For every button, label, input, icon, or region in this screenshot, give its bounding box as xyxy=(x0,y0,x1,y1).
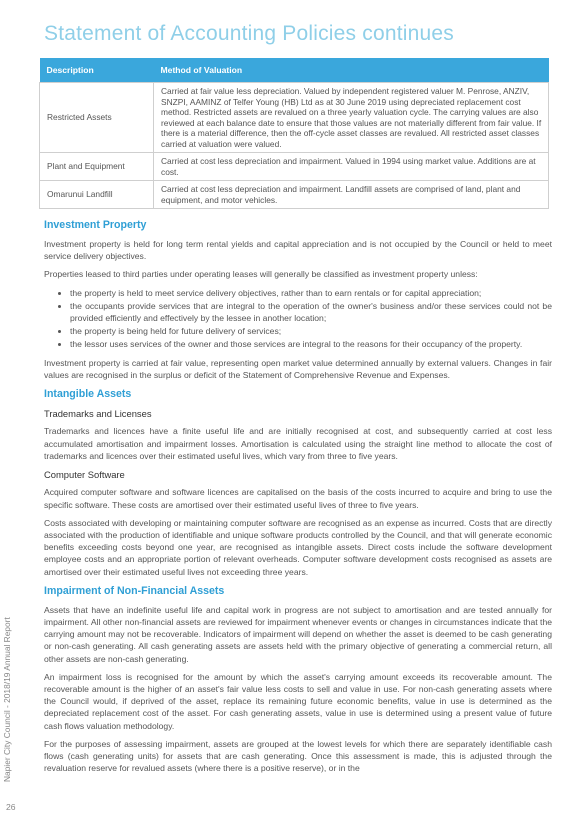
table-row xyxy=(40,153,549,181)
list-item: • the lessor uses services of the owner and those services are integral to the reasons for their occupancy of the property. xyxy=(70,338,552,350)
section-investment-property xyxy=(44,218,552,381)
cell-method: Carried at cost less depreciation and impairment. Valued in 1994 using market value. Additions are at cost. xyxy=(154,153,549,181)
table-row xyxy=(40,83,549,153)
column-header-description: Description xyxy=(40,58,154,83)
table-row xyxy=(40,181,549,209)
section-heading: Investment Property xyxy=(44,219,147,231)
column-header-method: Method of Valuation xyxy=(154,58,549,83)
subsection-heading: Trademarks and Licenses xyxy=(44,408,152,420)
list-item: • the property is being held for future delivery of services; xyxy=(70,325,552,337)
body-content xyxy=(44,218,552,780)
cell-method: Carried at cost less depreciation and impairment. Landfill assets are comprised of land, plant and equipment, and motor vehicles. xyxy=(154,181,549,209)
paragraph: Costs associated with developing or maintaining computer software are recognised as an expense as incurred. Costs that are directly associated with the production of identifiable and unique software products controlled by the Council, and that will generate economic benefits exceeding costs beyond one year, are recognised as intangible assets. Direct costs include the software development employee costs and an appropriate portion of relevant overheads. Computer software development costs recognised as assets are amortised over their estimated useful lives not exceeding three years. xyxy=(44,517,552,577)
valuation-table xyxy=(39,58,549,209)
section-heading: Intangible Assets xyxy=(44,388,132,401)
cell-description: Omarunui Landfill xyxy=(40,181,154,209)
report-sidebar-label: Napier City Council - 2018/19 Annual Report xyxy=(2,617,12,782)
cell-method: Carried at fair value less depreciation. Valued by independent registered valuer M. Penrose, ANZIV, SNZPI, AAMINZ of Telfer Young (HB) Ltd as at 30 June 2019 using depreciated replacement cost method. Restricted assets are revalued on a three yearly valuation cycle. The carrying values are also reviewed at each balance date to ensure that those values are not materially different from fair value. If there is a material difference, then the off-cycle asset classes are revalued. All restricted asset classes carried at valuation were valued. xyxy=(154,83,549,153)
paragraph: Assets that have an indefinite useful life and capital work in progress are not subject to amortisation and are tested annually for impairment. All other non-financial assets are reviewed for impairment whenever events or changes in circumstances indicate that the carrying amount may not be recoverable. Indicators of impairment will depend on whether the asset is deemed to be cash generating or non-cash generating. All cash generating assets are assets held with the primary objective of generating a commercial return, all other assets are non-cash generating. xyxy=(44,604,552,664)
paragraph: Properties leased to third parties under operating leases will generally be classified as investment property unless: xyxy=(44,269,478,280)
section-intangible-assets xyxy=(44,387,552,578)
paragraph: For the purposes of assessing impairment, assets are grouped at the lowest levels for which there are separately identifiable cash flows (cash generating units) for assets that are cash generating. Once this assessment is made, this is adjusted through the revaluation reserve for revalued assets (where there is a positive reserve), or in the xyxy=(44,738,552,774)
table-header-row xyxy=(40,58,549,83)
page-number: 26 xyxy=(6,802,16,812)
subsection-heading: Computer Software xyxy=(44,469,125,481)
list-item: • the property is held to meet service delivery objectives, rather than to earn rentals or for capital appreciation; xyxy=(70,287,552,299)
page-title: Statement of Accounting Policies continues xyxy=(44,22,454,45)
paragraph: An impairment loss is recognised for the amount by which the asset's carrying amount exceeds its recoverable amount. The recoverable amount is the higher of an asset's fair value less costs to sell and value in use. For non-cash generating assets where the Council would, if deprived of the asset, replace its remaining future economic benefits, value in use is determined as the depreciated replacement cost of the asset. For cash generating assets, value in use is determined using a present value of future cash flows valuation methodology. xyxy=(44,671,552,731)
list-item: • the occupants provide services that are integral to the operation of the owner's business and/or these services could not be provided efficiently and effectively by the lessee in another location; xyxy=(70,300,552,324)
bullet-list xyxy=(44,287,552,351)
paragraph: Acquired computer software and software licences are capitalised on the basis of the costs incurred to acquire and bring to use the specific software. These costs are amortised over their estimated useful lives of three to five years. xyxy=(44,487,552,510)
paragraph: Investment property is carried at fair value, representing open market value determined annually by external valuers. Changes in fair values are recognised in the surplus or deficit of the Statement of Comprehensive Revenue and Expenses. xyxy=(44,357,552,380)
cell-description: Plant and Equipment xyxy=(40,153,154,181)
section-heading: Impairment of Non-Financial Assets xyxy=(44,584,225,597)
section-impairment xyxy=(44,584,552,775)
paragraph: Investment property is held for long term rental yields and capital appreciation and is not occupied by the Council or held to meet service delivery objectives. xyxy=(44,239,552,262)
paragraph: Trademarks and licences have a finite useful life and are initially recognised at cost, and subsequently carried at cost less accumulated amortisation and impairment losses. Amortisation is calculated using the straight line method to allocate the cost of trademarks and licences over their estimated useful lives, which vary from three to five years. xyxy=(44,426,552,461)
cell-description: Restricted Assets xyxy=(40,83,154,153)
